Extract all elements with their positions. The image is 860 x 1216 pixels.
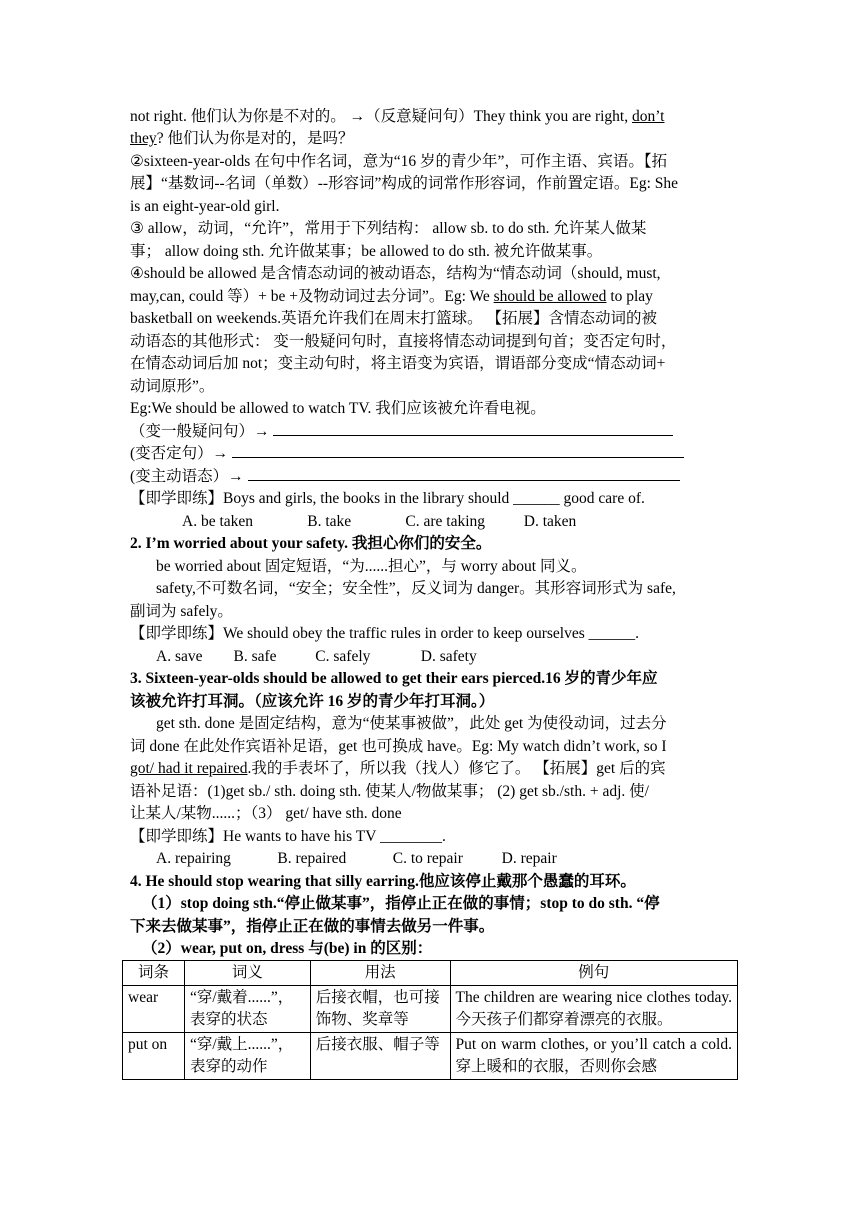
text-line: （2）wear, put on, dress 与(be) in 的区别：	[142, 940, 433, 957]
table-header-cell: 用法	[310, 961, 450, 986]
table-cell-usage: 后接衣服、帽子等	[310, 1033, 450, 1080]
text-line: 事； allow doing sth. 允许做某事；be allowed to do sth. 被允许做某事。	[130, 243, 603, 260]
answer-options: A. repairing B. repaired C. to repair D. repair	[156, 850, 557, 867]
exercise-line: (变否定句）→	[130, 443, 684, 465]
table-cell-example: Put on warm clothes, or you’ll catch a cold. 穿上暖和的衣服，否则你会感	[450, 1033, 737, 1080]
answer-blank[interactable]	[232, 443, 684, 458]
table-cell-term: put on	[123, 1033, 185, 1080]
text-line: 让某人/某物......；（3） get/ have sth. done	[130, 805, 402, 822]
section-heading: 3. Sixteen-year-olds should be allowed to get their ears pierced.16 岁的青少年应	[130, 670, 658, 687]
table-cell-usage: 后接衣帽，也可接饰物、奖章等	[310, 986, 450, 1033]
table-cell-meaning: “穿/戴着......”，表穿的状态	[184, 986, 310, 1033]
text-line: basketball on weekends.英语允许我们在周末打篮球。 【拓展】含情态动词的被	[130, 310, 657, 327]
text-line: got/ had it repaired.我的手表坏了，所以我（找人）修它了。 【拓展】get 后的宾	[130, 760, 666, 777]
text-line: safety,不可数名词，“安全；安全性”，反义词为 danger。其形容词形式为 safe,	[156, 580, 676, 597]
answer-options: A. be taken B. take C. are taking D. taken	[182, 513, 577, 530]
text-line: be worried about 固定短语，“为......担心”，与 worry about 同义。	[156, 558, 587, 575]
text-line: ③ allow，动词，“允许”，常用于下列结构： allow sb. to do sth. 允许某人做某	[130, 220, 647, 237]
text-line: 下来去做某事”，指停止正在做的事情去做另一件事。	[130, 918, 495, 935]
practice-question: 【即学即练】Boys and girls, the books in the library should ______ good care of.	[130, 490, 645, 507]
text-line: 语补足语：(1)get sb./ sth. doing sth. 使某人/物做某事； (2) get sb./sth. + adj. 使/	[130, 783, 649, 800]
exercise-line: (变主动语态）→	[130, 466, 680, 488]
text-line: get sth. done 是固定结构，意为“使某事被做”，此处 get 为使役动词，过去分	[156, 715, 667, 732]
text-line: 副词为 safely。	[130, 603, 233, 620]
table-cell-term: wear	[123, 986, 185, 1033]
text-line: Eg:We should be allowed to watch TV. 我们应该被允许看电视。	[130, 400, 546, 417]
table-header-cell: 例句	[450, 961, 737, 986]
comparison-table	[122, 960, 738, 1080]
text-line: is an eight-year-old girl.	[130, 198, 280, 215]
exercise-line: （变一般疑问句）→	[130, 421, 673, 443]
table-header-row	[123, 961, 738, 986]
section-heading: 4. He should stop wearing that silly earring.他应该停止戴那个愚蠢的耳环。	[130, 873, 636, 890]
section-heading: 该被允许打耳洞。（应该允许 16 岁的青少年打耳洞。）	[130, 693, 495, 710]
practice-question: 【即学即练】We should obey the traffic rules in order to keep ourselves ______.	[130, 625, 639, 642]
table-row	[123, 986, 738, 1033]
text-line: 词 done 在此处作宾语补足语，get 也可换成 have。Eg: My watch didn’t work, so I	[130, 738, 667, 755]
text-line: 动语态的其他形式： 变一般疑问句时，直接将情态动词提到句首；变否定句时，	[130, 333, 677, 350]
table-cell-meaning: “穿/戴上......”，表穿的动作	[184, 1033, 310, 1080]
text-line: 展】“基数词--名词（单数）--形容词”构成的词常作形容词，作前置定语。Eg: She	[130, 175, 679, 192]
table-header-cell: 词义	[184, 961, 310, 986]
table-cell-example: The children are wearing nice clothes today. 今天孩子们都穿着漂亮的衣服。	[450, 986, 737, 1033]
text-line: 动词原形”。	[130, 378, 215, 395]
section-heading: 2. I’m worried about your safety. 我担心你们的安全。	[130, 535, 492, 552]
table-row	[123, 1033, 738, 1080]
text-line: ②sixteen-year-olds 在句中作名词，意为“16 岁的青少年”，可作主语、宾语。【拓	[130, 153, 668, 170]
text-line: they? 他们认为你是对的，是吗？	[130, 130, 354, 147]
text-line: not right. 他们认为你是不对的。 →（反意疑问句）They think you are right, don’t	[130, 108, 665, 125]
text-line: （1）stop doing sth.“停止做某事”，指停止正在做的事情；stop to do sth. “停	[142, 895, 660, 912]
text-line: may,can, could 等）+ be +及物动词过去分词”。Eg: We should be allowed to play	[130, 288, 653, 305]
answer-blank[interactable]	[248, 466, 680, 481]
table-header-cell: 词条	[123, 961, 185, 986]
practice-question: 【即学即练】He wants to have his TV ________.	[130, 828, 446, 845]
text-line: ④should be allowed 是含情态动词的被动语态，结构为“情态动词（should, must,	[130, 265, 661, 282]
answer-options: A. save B. safe C. safely D. safety	[156, 648, 477, 665]
text-line: 在情态动词后加 not；变主动句时，将主语变为宾语，谓语部分变成“情态动词+	[130, 355, 666, 372]
answer-blank[interactable]	[273, 421, 673, 436]
